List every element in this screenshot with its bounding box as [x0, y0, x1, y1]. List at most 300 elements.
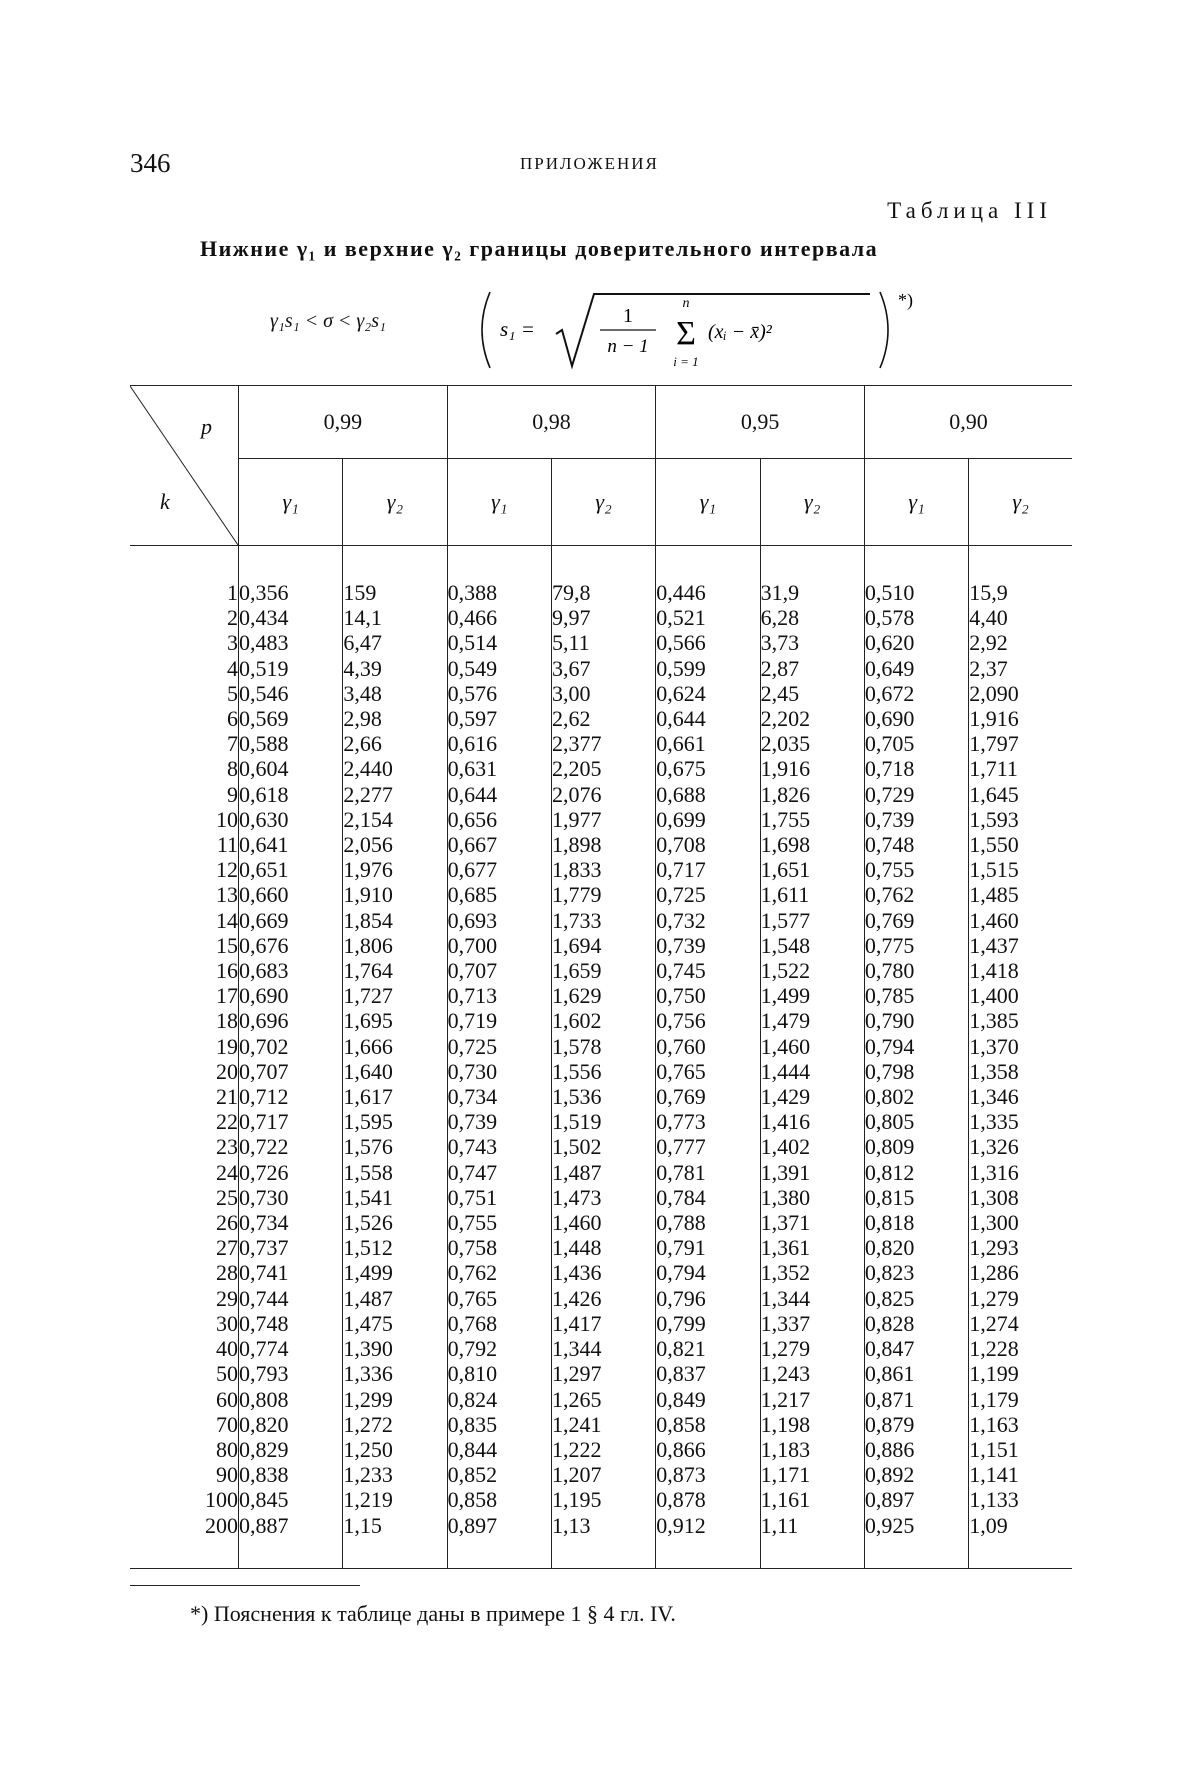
table-row	[130, 1059, 1072, 1084]
gamma2-cell: 1,916	[969, 706, 1072, 731]
table-row	[130, 1109, 1072, 1134]
table-row	[130, 1008, 1072, 1033]
gamma2-cell: 2,87	[760, 656, 864, 681]
table-row	[130, 605, 1072, 630]
gamma2-cell: 1,448	[551, 1235, 655, 1260]
gamma2-cell: 1,512	[343, 1235, 447, 1260]
table-row	[130, 1462, 1072, 1487]
gamma2-cell: 1,556	[551, 1059, 655, 1084]
gamma1-cell: 0,748	[864, 832, 968, 857]
gamma2-cell: 3,48	[343, 681, 447, 706]
gamma1-cell: 0,744	[239, 1286, 343, 1311]
gamma2-cell: 1,499	[760, 983, 864, 1008]
table-row	[130, 857, 1072, 882]
gamma2-cell: 1,526	[343, 1210, 447, 1235]
gamma2-cell: 1,499	[343, 1260, 447, 1285]
gamma1-cell: 0,730	[239, 1185, 343, 1210]
gamma2-cell: 1,558	[343, 1160, 447, 1185]
k-cell: 26	[130, 1210, 239, 1235]
gamma2-cell: 2,090	[969, 681, 1072, 706]
gamma1-cell: 0,688	[656, 782, 760, 807]
table-row	[130, 807, 1072, 832]
gamma2-cell: 1,243	[760, 1361, 864, 1386]
running-head: ПРИЛОЖЕНИЯ	[520, 154, 659, 173]
gamma1-cell: 0,844	[447, 1437, 551, 1462]
gamma1-cell: 0,794	[656, 1260, 760, 1285]
gamma2-cell: 1,297	[551, 1361, 655, 1386]
gamma2-cell: 79,8	[551, 546, 655, 606]
gamma2-cell: 1,391	[760, 1160, 864, 1185]
gamma1-cell: 0,717	[656, 857, 760, 882]
formula-summand: (xᵢ − x̄)²	[708, 321, 772, 343]
k-cell: 9	[130, 782, 239, 807]
table-row	[130, 1034, 1072, 1059]
gamma1-cell: 0,597	[447, 706, 551, 731]
formula-inequality: γ₁s₁ < σ < γ₂s₁	[270, 310, 386, 332]
gamma2-cell: 1,806	[343, 933, 447, 958]
gamma1-cell: 0,388	[447, 546, 551, 606]
p-header-0-95: 0,95	[656, 386, 865, 459]
gamma1-cell: 0,792	[447, 1336, 551, 1361]
gamma2-cell: 1,316	[969, 1160, 1072, 1185]
gamma1-cell: 0,873	[656, 1462, 760, 1487]
gamma1-cell: 0,690	[239, 983, 343, 1008]
k-cell: 4	[130, 656, 239, 681]
gamma2-cell: 1,595	[343, 1109, 447, 1134]
gamma2-cell: 1,976	[343, 857, 447, 882]
gamma2-cell: 2,45	[760, 681, 864, 706]
gamma1-cell: 0,760	[656, 1034, 760, 1059]
gamma1-cell: 0,599	[656, 656, 760, 681]
gamma1-cell: 0,825	[864, 1286, 968, 1311]
gamma2-cell: 1,326	[969, 1134, 1072, 1159]
gamma1-cell: 0,821	[656, 1336, 760, 1361]
gamma2-cell: 1,898	[551, 832, 655, 857]
gamma2-cell: 1,651	[760, 857, 864, 882]
gamma1-cell: 0,644	[656, 706, 760, 731]
gamma1-cell: 0,702	[239, 1034, 343, 1059]
gamma2-cell: 3,00	[551, 681, 655, 706]
gamma1-cell: 0,483	[239, 630, 343, 655]
gamma2-cell: 1,444	[760, 1059, 864, 1084]
gamma1-cell: 0,739	[656, 933, 760, 958]
gamma2-cell: 14,1	[343, 605, 447, 630]
gamma1-cell: 0,768	[447, 1311, 551, 1336]
gamma1-cell: 0,762	[447, 1260, 551, 1285]
formula-right-paren	[880, 292, 888, 368]
gamma1-cell: 0,815	[864, 1185, 968, 1210]
table-label: Таблица III	[887, 198, 1052, 223]
gamma1-cell: 0,630	[239, 807, 343, 832]
gamma1-cell: 0,743	[447, 1134, 551, 1159]
gamma1-cell: 0,845	[239, 1487, 343, 1512]
gamma2-cell: 1,577	[760, 908, 864, 933]
table-row	[130, 1412, 1072, 1437]
gamma1-header: γ₁	[239, 459, 343, 546]
gamma1-cell: 0,769	[864, 908, 968, 933]
gamma1-cell: 0,739	[447, 1109, 551, 1134]
gamma1-cell: 0,718	[864, 756, 968, 781]
gamma1-cell: 0,729	[864, 782, 968, 807]
formula-lhs: s₁ =	[500, 317, 535, 341]
gamma2-cell: 1,346	[969, 1084, 1072, 1109]
formula-sum-bottom: i = 1	[673, 354, 699, 369]
gamma1-cell: 0,737	[239, 1235, 343, 1260]
table-row	[130, 983, 1072, 1008]
gamma1-cell: 0,616	[447, 731, 551, 756]
gamma1-cell: 0,707	[447, 958, 551, 983]
gamma1-cell: 0,837	[656, 1361, 760, 1386]
gamma1-cell: 0,748	[239, 1311, 343, 1336]
k-cell: 15	[130, 933, 239, 958]
k-cell: 80	[130, 1437, 239, 1462]
gamma1-cell: 0,708	[656, 832, 760, 857]
gamma2-cell: 1,833	[551, 857, 655, 882]
gamma2-cell: 1,797	[969, 731, 1072, 756]
gamma1-cell: 0,793	[239, 1361, 343, 1386]
gamma1-cell: 0,820	[864, 1235, 968, 1260]
gamma1-cell: 0,434	[239, 605, 343, 630]
table-row	[130, 1260, 1072, 1285]
gamma1-cell: 0,356	[239, 546, 343, 606]
gamma1-cell: 0,741	[239, 1260, 343, 1285]
k-cell: 60	[130, 1387, 239, 1412]
gamma1-cell: 0,725	[447, 1034, 551, 1059]
k-cell: 6	[130, 706, 239, 731]
gamma2-cell: 2,377	[551, 731, 655, 756]
formula-left-paren	[482, 292, 490, 368]
gamma2-cell: 1,361	[760, 1235, 864, 1260]
gamma1-cell: 0,656	[447, 807, 551, 832]
gamma2-cell: 3,67	[551, 656, 655, 681]
table-row	[130, 1185, 1072, 1210]
table-row	[130, 1513, 1072, 1569]
gamma1-cell: 0,810	[447, 1361, 551, 1386]
gamma1-cell: 0,620	[864, 630, 968, 655]
gamma2-cell: 1,418	[969, 958, 1072, 983]
gamma1-cell: 0,514	[447, 630, 551, 655]
k-cell: 2	[130, 605, 239, 630]
gamma1-cell: 0,730	[447, 1059, 551, 1084]
gamma1-cell: 0,887	[239, 1513, 343, 1569]
gamma1-cell: 0,569	[239, 706, 343, 731]
gamma1-cell: 0,835	[447, 1412, 551, 1437]
gamma2-cell: 1,473	[551, 1185, 655, 1210]
gamma1-cell: 0,683	[239, 958, 343, 983]
gamma1-cell: 0,820	[239, 1412, 343, 1437]
gamma2-cell: 1,179	[969, 1387, 1072, 1412]
gamma2-cell: 4,40	[969, 605, 1072, 630]
gamma2-cell: 1,502	[551, 1134, 655, 1159]
gamma2-cell: 1,286	[969, 1260, 1072, 1285]
gamma1-cell: 0,519	[239, 656, 343, 681]
gamma1-cell: 0,861	[864, 1361, 968, 1386]
table-row	[130, 1336, 1072, 1361]
k-cell: 8	[130, 756, 239, 781]
table-row	[130, 731, 1072, 756]
corner-header	[130, 386, 239, 546]
gamma1-cell: 0,858	[447, 1487, 551, 1512]
gamma2-cell: 1,698	[760, 832, 864, 857]
gamma1-cell: 0,466	[447, 605, 551, 630]
gamma1-cell: 0,756	[656, 1008, 760, 1033]
gamma1-cell: 0,624	[656, 681, 760, 706]
footnote-rule	[130, 1585, 360, 1586]
gamma1-cell: 0,925	[864, 1513, 968, 1569]
gamma2-header: γ₂	[343, 459, 447, 546]
gamma2-cell: 2,056	[343, 832, 447, 857]
gamma1-cell: 0,774	[239, 1336, 343, 1361]
gamma1-cell: 0,651	[239, 857, 343, 882]
gamma2-cell: 1,550	[969, 832, 1072, 857]
table-row	[130, 756, 1072, 781]
table-row	[130, 1361, 1072, 1386]
gamma1-cell: 0,858	[656, 1412, 760, 1437]
formula-sum-top: n	[682, 296, 690, 311]
k-cell: 200	[130, 1513, 239, 1569]
gamma1-cell: 0,775	[864, 933, 968, 958]
gamma1-cell: 0,784	[656, 1185, 760, 1210]
gamma1-cell: 0,878	[656, 1487, 760, 1512]
gamma2-cell: 1,308	[969, 1185, 1072, 1210]
gamma1-cell: 0,578	[864, 605, 968, 630]
gamma2-header: γ₂	[969, 459, 1072, 546]
gamma1-header: γ₁	[447, 459, 551, 546]
gamma2-cell: 31,9	[760, 546, 864, 606]
table-row	[130, 933, 1072, 958]
k-cell: 1	[130, 546, 239, 606]
gamma2-cell: 1,199	[969, 1361, 1072, 1386]
gamma2-cell: 1,13	[551, 1513, 655, 1569]
gamma2-cell: 1,977	[551, 807, 655, 832]
gamma1-cell: 0,765	[447, 1286, 551, 1311]
table-row	[130, 1311, 1072, 1336]
k-cell: 16	[130, 958, 239, 983]
gamma2-cell: 1,293	[969, 1235, 1072, 1260]
gamma2-cell: 1,163	[969, 1412, 1072, 1437]
table-row	[130, 908, 1072, 933]
gamma1-cell: 0,677	[447, 857, 551, 882]
k-cell: 7	[130, 731, 239, 756]
gamma2-cell: 15,9	[969, 546, 1072, 606]
gamma2-cell: 2,62	[551, 706, 655, 731]
formula-frac-den: n − 1	[607, 336, 649, 357]
gamma1-cell: 0,802	[864, 1084, 968, 1109]
gamma1-cell: 0,838	[239, 1462, 343, 1487]
k-cell: 70	[130, 1412, 239, 1437]
gamma2-cell: 1,250	[343, 1437, 447, 1462]
gamma2-cell: 1,826	[760, 782, 864, 807]
table-row	[130, 958, 1072, 983]
gamma2-cell: 2,277	[343, 782, 447, 807]
table-row	[130, 1134, 1072, 1159]
gamma1-cell: 0,669	[239, 908, 343, 933]
k-cell: 90	[130, 1462, 239, 1487]
gamma1-cell: 0,696	[239, 1008, 343, 1033]
table-row	[130, 706, 1072, 731]
gamma2-cell: 1,487	[551, 1160, 655, 1185]
table-row	[130, 546, 1072, 606]
gamma1-cell: 0,798	[864, 1059, 968, 1084]
table-row	[130, 681, 1072, 706]
gamma2-cell: 1,910	[343, 882, 447, 907]
formula	[250, 290, 970, 370]
gamma2-cell: 1,695	[343, 1008, 447, 1033]
gamma1-cell: 0,747	[447, 1160, 551, 1185]
gamma2-cell: 5,11	[551, 630, 655, 655]
gamma2-cell: 1,694	[551, 933, 655, 958]
formula-sum-symbol: Σ	[676, 315, 696, 352]
gamma1-cell: 0,446	[656, 546, 760, 606]
gamma2-cell: 1,228	[969, 1336, 1072, 1361]
gamma2-cell: 1,436	[551, 1260, 655, 1285]
footnote: *) Пояснения к таблице даны в примере 1 § 4 гл. IV.	[190, 1601, 676, 1626]
gamma2-cell: 1,617	[343, 1084, 447, 1109]
gamma1-cell: 0,824	[447, 1387, 551, 1412]
gamma2-cell: 2,154	[343, 807, 447, 832]
table-title: Нижние γ₁ и верхние γ₂ границы доверительного интервала	[200, 236, 879, 261]
gamma2-header: γ₂	[551, 459, 655, 546]
k-cell: 14	[130, 908, 239, 933]
gamma2-cell: 159	[343, 546, 447, 606]
gamma2-cell: 1,536	[551, 1084, 655, 1109]
gamma1-cell: 0,781	[656, 1160, 760, 1185]
gamma2-cell: 1,779	[551, 882, 655, 907]
gamma1-cell: 0,641	[239, 832, 343, 857]
gamma1-cell: 0,823	[864, 1260, 968, 1285]
gamma2-header: γ₂	[760, 459, 864, 546]
gamma1-cell: 0,685	[447, 882, 551, 907]
gamma1-cell: 0,809	[864, 1134, 968, 1159]
gamma1-header: γ₁	[864, 459, 968, 546]
gamma1-cell: 0,713	[447, 983, 551, 1008]
k-cell: 11	[130, 832, 239, 857]
gamma2-cell: 1,733	[551, 908, 655, 933]
k-cell: 5	[130, 681, 239, 706]
gamma1-cell: 0,773	[656, 1109, 760, 1134]
gamma1-cell: 0,886	[864, 1437, 968, 1462]
gamma2-cell: 4,39	[343, 656, 447, 681]
gamma1-cell: 0,758	[447, 1235, 551, 1260]
gamma1-cell: 0,866	[656, 1437, 760, 1462]
gamma2-cell: 1,195	[551, 1487, 655, 1512]
gamma1-cell: 0,828	[864, 1311, 968, 1336]
gamma2-cell: 1,576	[343, 1134, 447, 1159]
gamma2-cell: 1,390	[343, 1336, 447, 1361]
gamma2-cell: 1,645	[969, 782, 1072, 807]
gamma1-cell: 0,808	[239, 1387, 343, 1412]
gamma2-cell: 1,133	[969, 1487, 1072, 1512]
gamma2-cell: 1,272	[343, 1412, 447, 1437]
gamma2-cell: 1,522	[760, 958, 864, 983]
k-cell: 30	[130, 1311, 239, 1336]
gamma1-cell: 0,847	[864, 1336, 968, 1361]
gamma1-cell: 0,750	[656, 983, 760, 1008]
k-cell: 50	[130, 1361, 239, 1386]
k-cell: 3	[130, 630, 239, 655]
gamma2-cell: 1,183	[760, 1437, 864, 1462]
gamma1-cell: 0,871	[864, 1387, 968, 1412]
gamma1-cell: 0,644	[447, 782, 551, 807]
p-header-0-90: 0,90	[864, 386, 1072, 459]
table-body	[130, 546, 1072, 1569]
k-cell: 20	[130, 1059, 239, 1084]
gamma2-cell: 1,416	[760, 1109, 864, 1134]
gamma2-cell: 1,161	[760, 1487, 864, 1512]
table-row	[130, 1210, 1072, 1235]
gamma2-cell: 1,460	[969, 908, 1072, 933]
k-cell: 13	[130, 882, 239, 907]
gamma1-cell: 0,879	[864, 1412, 968, 1437]
gamma1-cell: 0,649	[864, 656, 968, 681]
gamma1-cell: 0,604	[239, 756, 343, 781]
gamma2-cell: 1,344	[551, 1336, 655, 1361]
gamma2-cell: 1,602	[551, 1008, 655, 1033]
gamma2-cell: 6,28	[760, 605, 864, 630]
gamma1-cell: 0,549	[447, 656, 551, 681]
gamma2-cell: 1,207	[551, 1462, 655, 1487]
gamma1-cell: 0,745	[656, 958, 760, 983]
gamma2-cell: 1,400	[969, 983, 1072, 1008]
gamma1-cell: 0,725	[656, 882, 760, 907]
gamma1-cell: 0,661	[656, 731, 760, 756]
k-cell: 27	[130, 1235, 239, 1260]
gamma2-cell: 1,727	[343, 983, 447, 1008]
table-row	[130, 832, 1072, 857]
gamma1-cell: 0,897	[447, 1513, 551, 1569]
k-cell: 29	[130, 1286, 239, 1311]
gamma2-cell: 1,336	[343, 1361, 447, 1386]
gamma1-cell: 0,699	[656, 807, 760, 832]
gamma1-cell: 0,707	[239, 1059, 343, 1084]
gamma2-cell: 1,548	[760, 933, 864, 958]
table-row	[130, 1084, 1072, 1109]
page-number: 346	[130, 148, 171, 178]
gamma1-cell: 0,712	[239, 1084, 343, 1109]
k-cell: 25	[130, 1185, 239, 1210]
gamma2-cell: 9,97	[551, 605, 655, 630]
gamma2-cell: 3,73	[760, 630, 864, 655]
gamma1-cell: 0,732	[656, 908, 760, 933]
gamma2-cell: 1,385	[969, 1008, 1072, 1033]
gamma1-cell: 0,631	[447, 756, 551, 781]
table-row	[130, 1286, 1072, 1311]
gamma1-cell: 0,849	[656, 1387, 760, 1412]
table-row	[130, 1437, 1072, 1462]
gamma2-cell: 1,515	[969, 857, 1072, 882]
corner-diagonal	[130, 386, 238, 545]
gamma1-cell: 0,690	[864, 706, 968, 731]
gamma2-cell: 1,755	[760, 807, 864, 832]
gamma1-cell: 0,751	[447, 1185, 551, 1210]
gamma1-cell: 0,912	[656, 1513, 760, 1569]
gamma2-cell: 2,035	[760, 731, 864, 756]
gamma1-cell: 0,719	[447, 1008, 551, 1033]
gamma1-cell: 0,676	[239, 933, 343, 958]
gamma2-cell: 1,241	[551, 1412, 655, 1437]
gamma2-cell: 6,47	[343, 630, 447, 655]
gamma2-cell: 1,15	[343, 1513, 447, 1569]
gamma2-cell: 1,475	[343, 1311, 447, 1336]
gamma1-cell: 0,546	[239, 681, 343, 706]
gamma2-cell: 1,300	[969, 1210, 1072, 1235]
table-row	[130, 630, 1072, 655]
gamma1-cell: 0,726	[239, 1160, 343, 1185]
gamma2-cell: 1,217	[760, 1387, 864, 1412]
gamma2-cell: 1,541	[343, 1185, 447, 1210]
gamma2-cell: 1,593	[969, 807, 1072, 832]
gamma1-cell: 0,805	[864, 1109, 968, 1134]
